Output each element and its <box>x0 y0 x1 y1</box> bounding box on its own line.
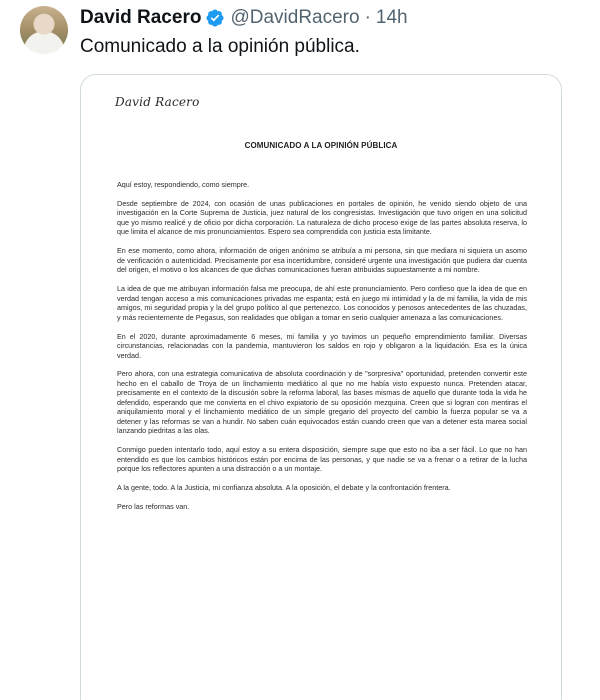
document-signature: David Racero <box>115 95 200 109</box>
separator-dot: · <box>364 7 371 28</box>
document-paragraph: Desde septiembre de 2024, con ocasión de unas publicaciones en portales de opinión, he venido siendo objeto de una investigación en la Corte Suprema de Justicia, juez natural de los congresistas. Investigación que tuvo origen en una solicitud que yo mismo realicé y de oficio por dicha corporación. La naturaleza de dicho proceso exige de las partes absoluta reserva, lo que limita el alcance de mis pronunciamientos. Espero sea comprendida con justicia esta limitante. <box>117 198 527 237</box>
document-paragraph: Pero las reformas van. <box>117 502 190 512</box>
author-avatar[interactable] <box>20 6 68 54</box>
tweet-text: Comunicado a la opinión pública. <box>80 36 360 57</box>
document-paragraph: Aquí estoy, respondiendo, como siempre. <box>117 180 250 189</box>
document-paragraph: La idea de que me atribuyan información falsa me preocupa, de ahí este pronunciamiento. Pero confieso que la idea de que en verdad tengan acceso a mis comunicaciones privadas me espanta; está en juego mi intimidad y la de mi familia, la vida de mis amigos, mi seguridad propia y la del grupo político al que pertenezco. Los conocidos y penosos antecedentes de las chuzadas, y más recientemente de Pegasus, son realidades que obligan a tomar en serio cualquier amenaza a las comunicaciones. <box>117 284 527 322</box>
post-time[interactable]: 14h <box>375 7 408 28</box>
document-title: COMUNICADO A LA OPINIÓN PÚBLICA <box>244 141 398 150</box>
document-paragraph: En el 2020, durante aproximadamente 6 meses, mi familia y yo tuvimos un pequeño emprendimiento familiar. Diversas circunstancias, relacionadas con la pandemia, mantuvieron los saldos en rojo y obligaron a la liquidación. Esa es la única verdad. <box>117 331 527 360</box>
document-paragraph: Pero ahora, con una estrategia comunicativa de absoluta coordinación y de "sorpresiva" oportunidad, pretenden convertir este hecho en el caballo de Troya de un linchamiento mediático al que no me había visto expuesto nunca. Pretenden atacar, precisamente en el contexto de la discusión sobre la reforma laboral, las bases mismas de aquello que durante toda la vida he defendido, esperando que me convierta en el chivo expiatorio de su oposición mezquina. Creen que si logran con mentiras el aniquilamiento moral y el linchamiento mediático de un simple gregario del proyecto del cambio la fuerza popular se va a detener y las reformas se van a hundir. No saben cuán equivocados están cuando creen que van a detener esta marea social lanzando piedritas a las olas. <box>117 369 527 436</box>
document-paragraph: Conmigo pueden intentarlo todo, aquí estoy a su entera disposición, siempre supe que esto no iba a ser fácil. Lo que no han entendido es que los cambios históricos están por encima de las personas, y que nadie se va a frenar o a retirar de la lucha porque los reflectores apunten a una distracción o a un montaje. <box>117 445 527 474</box>
document-paragraph: A la gente, todo. A la Justicia, mi confianza absoluta. A la oposición, el debate y la confrontación frentera. <box>117 483 451 493</box>
author-name[interactable]: David Racero <box>80 7 202 28</box>
attached-image[interactable] <box>80 74 562 700</box>
document-page <box>81 75 561 700</box>
document-body <box>117 180 527 521</box>
document-paragraph: En ese momento, como ahora, información de origen anónimo se atribuía a mi persona, sin que mediara ni siquiera un asomo de verificación o autenticidad. Precisamente por esa incertidumbre, consideré urgente una investigación que pudiera dar cuenta del origen, el motivo o los alcances de que dichas comunicaciones fueran atribuidas supuestamente a mi nombre. <box>117 246 527 275</box>
verified-badge-icon <box>205 8 225 28</box>
tweet-header <box>80 6 408 30</box>
author-handle[interactable]: @DavidRacero <box>230 7 360 28</box>
